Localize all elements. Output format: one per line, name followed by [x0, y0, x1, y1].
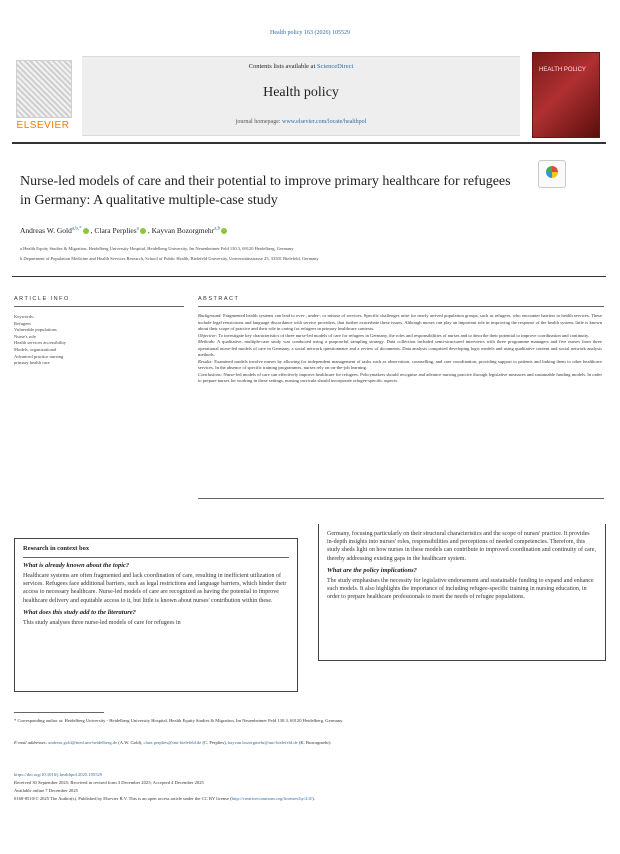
- journal-citation-link[interactable]: Health policy 163 (2026) 105529: [270, 30, 350, 36]
- email-link[interactable]: andreas.gold@med.uni-heidelberg.de: [48, 740, 118, 745]
- keywords-block: [14, 314, 174, 367]
- sciencedirect-link[interactable]: ScienceDirect: [316, 63, 354, 70]
- author-name: Clara Perplies: [94, 226, 137, 235]
- cover-title: HEALTH POLICY: [539, 67, 586, 73]
- license-text: 0168-8510/© 2025 The Author(s). Published by Elsevier B.V. This is an open access article under the CC BY license (: [14, 796, 232, 801]
- email-owner: (C. Perplies),: [201, 740, 228, 745]
- contents-line: [82, 63, 520, 70]
- author-name: Kayvan Bozorgmehr: [151, 226, 215, 235]
- abstract-paragraph: [198, 372, 602, 385]
- author-list: Andreas W. Gold$^{a,b,*}$ , Clara Perplies$^a$ , Kayvan Bozorgmehr$^{a,b}$: [20, 226, 229, 235]
- author-affiliation-marker: a: [136, 226, 139, 232]
- homepage-line: [82, 119, 520, 125]
- abstract-paragraph: [198, 313, 602, 333]
- license-end: ).: [312, 796, 315, 801]
- keyword: Nurse's role: [14, 333, 36, 339]
- orcid-icon[interactable]: [221, 228, 227, 234]
- license-link[interactable]: http://creativecommons.org/licenses/by/4.0/: [231, 796, 313, 801]
- abstract-label: Methods:: [198, 339, 216, 344]
- email-owner: (K. Bozorgmehr).: [297, 740, 332, 745]
- abstract-body: [198, 313, 602, 385]
- affiliation: b Department of Population Medicine and Health Services Research, School of Public Health, Bielefeld University, Universitätsstrasse 25, 33501 Bielefeld, Germany: [20, 256, 319, 261]
- journal-banner: [82, 56, 520, 136]
- box-question: What are the policy implications?: [327, 566, 417, 574]
- footnote-rule: [14, 712, 104, 713]
- box-question: What is already known about the topic?: [23, 562, 130, 569]
- article-title: Nurse-led models of care and their potential to improve primary healthcare for refugees in Germany: A qualitative multiple-case study: [20, 174, 511, 208]
- box-answer: Healthcare systems are often fragmented and lack coordination of care, resulting in inefficient utilization of services. Refugees face additional barriers, such as legal restrictions and language barriers, which hinder their access to necessary healthcare. Nurse-led models of care are recognized as having the potential to improve healthcare delivery and equitable access to it, but little is known about nurses' contribution within these.: [23, 573, 287, 604]
- article-info-heading: ARTICLE INFO: [14, 296, 70, 302]
- abstract-text: Fragmented health systems can lead to over-, under-, or misuse of services. Specific challenges arise for newly arrived population groups, such as refugees, who encounter barriers to health services. These include legal restrictions and language discordance with service providers, that further exacerbate these issues. Although nurses can play an important role in improving the response of the health system, little is known about their scope of practice and their role in caring for refugees in primary healthcare contexts.: [198, 313, 602, 331]
- received-dates: Received 30 September 2025; Received in revised form 3 December 2025; Accepted 4 December 2025: [14, 780, 204, 785]
- abstract-heading: ABSTRACT: [198, 296, 240, 302]
- abstract-text: Examined models involve nurses by allowing for independent management of tasks such as observation, counselling, and care coordination, providing support to patients and linking them to other healthcare services. In the absence of specific training programmes, nurses rely on on-the-job learning.: [198, 358, 602, 370]
- journal-cover-image: [532, 52, 600, 138]
- abstract-paragraph: [198, 359, 602, 372]
- box-question: What does this study add to the literature?: [23, 608, 136, 616]
- journal-title: Health policy: [263, 85, 339, 100]
- box-answer: The study emphasises the necessity for legislative endorsement and sustainable funding to expand and enhance such models. It also highlights the importance of including refugee-specific training in nursing education, in order to prepare healthcare professionals to meet the needs of refugee populations.: [327, 577, 594, 601]
- abstract-text: To investigate key characteristics of three nurse-led models of care for refugees in Germany, the roles and responsibilities of nurses and to describe their potential to improve coordination and continuity.: [217, 332, 590, 338]
- license-statement: [14, 796, 604, 803]
- homepage-link[interactable]: www.elsevier.com/locate/healthpol: [282, 119, 367, 125]
- box-answer: This study analyses three nurse-led models of care for refugees in: [23, 619, 181, 626]
- email-prefix: E-mail addresses:: [14, 740, 48, 745]
- divider: [198, 498, 604, 499]
- contents-prefix: Contents lists available at: [248, 63, 316, 70]
- keyword: Health services accessibility: [14, 340, 67, 346]
- divider: [198, 306, 604, 307]
- email-addresses: [14, 740, 604, 747]
- elsevier-tree-icon: [16, 60, 72, 118]
- divider: [23, 557, 289, 558]
- crossmark-badge[interactable]: [538, 160, 566, 188]
- keyword: Advanced practice nursing: [14, 353, 64, 359]
- crossmark-icon: [546, 166, 558, 178]
- abstract-label: Objective:: [198, 332, 218, 338]
- orcid-icon[interactable]: [83, 228, 89, 234]
- keywords-label: Keywords:: [14, 314, 35, 319]
- divider: [12, 276, 606, 277]
- research-context-box: [14, 538, 298, 692]
- header-rule: [12, 142, 606, 144]
- box-answer: Germany, focusing particularly on their structural characteristics and the scope of nurses' practice. It provides in-depth insights into nurses' roles, responsibilities and perceptions of needed competencies. Therefore, this study sheds light on how nurses in these models can contribute to improved coordination and continuity of care, thereby addressing existing gaps in the healthcare system.: [327, 531, 596, 562]
- divider: [14, 306, 184, 307]
- keyword: primary health care: [14, 360, 50, 366]
- available-online: Available online 7 December 2025: [14, 788, 78, 793]
- keyword: Models, organizational: [14, 346, 57, 352]
- abstract-text: A qualitative, multiple-case study was conducted using a purposeful sampling strategy. Data collection included semi-structured interviews with three programme managers and five nurses from three operational nurse-led models of care in Germany, a social network questionnaire and a review of documents. Data analysis comprised developing logic models and using qualitative content and social network analysis methods.: [198, 339, 602, 357]
- elsevier-logo: [10, 58, 76, 136]
- keyword: Refugees: [14, 320, 32, 326]
- email-link[interactable]: kayvan.bozorgmehr@uni-bielefeld.de: [227, 740, 298, 745]
- research-context-box-continued: [318, 524, 606, 661]
- author-affiliation-marker: a,b,*: [71, 226, 82, 232]
- corresponding-author-note: * Corresponding author at: Heidelberg University - Heidelberg University Hospital, Health Equity Studies & Migration, Im Neuenheimer Feld 130.3, 69120 Heidelberg, Germany.: [14, 718, 344, 723]
- orcid-icon[interactable]: [140, 228, 146, 234]
- homepage-prefix: journal homepage:: [235, 119, 281, 125]
- elsevier-wordmark: ELSEVIER: [16, 120, 70, 131]
- abstract-text: Nurse-led models of care can effectively improve healthcare for refugees. Policymakers should recognise and advance nursing practice through legislative measures and sustainable funding models. In order to prepare nurses for working in these settings, nursing curricula should incorporate refugee-specific aspects.: [198, 371, 602, 383]
- abstract-paragraph: [198, 339, 602, 359]
- box-title: Research in context box: [23, 545, 90, 552]
- author-name: Andreas W. Gold: [20, 226, 72, 235]
- affiliation: a Health Equity Studies & Migration, Heidelberg University Hospital, Heidelberg University, Im Neuenheimer Feld 130.3, 69120 Heidelberg, Germany: [20, 246, 294, 251]
- abstract-label: Background:: [198, 313, 222, 318]
- author-affiliation-marker: a,b: [214, 226, 221, 232]
- email-owner: (A.W. Gold),: [117, 740, 144, 745]
- abstract-label: Conclusions:: [198, 371, 223, 377]
- email-link[interactable]: clara.perplies@uni-bielefeld.de: [143, 740, 202, 745]
- doi-link[interactable]: https://doi.org/10.1016/j.healthpol.2025.105529: [14, 772, 103, 777]
- abstract-label: Results:: [198, 358, 213, 364]
- keyword: Vulnerable populations: [14, 327, 57, 333]
